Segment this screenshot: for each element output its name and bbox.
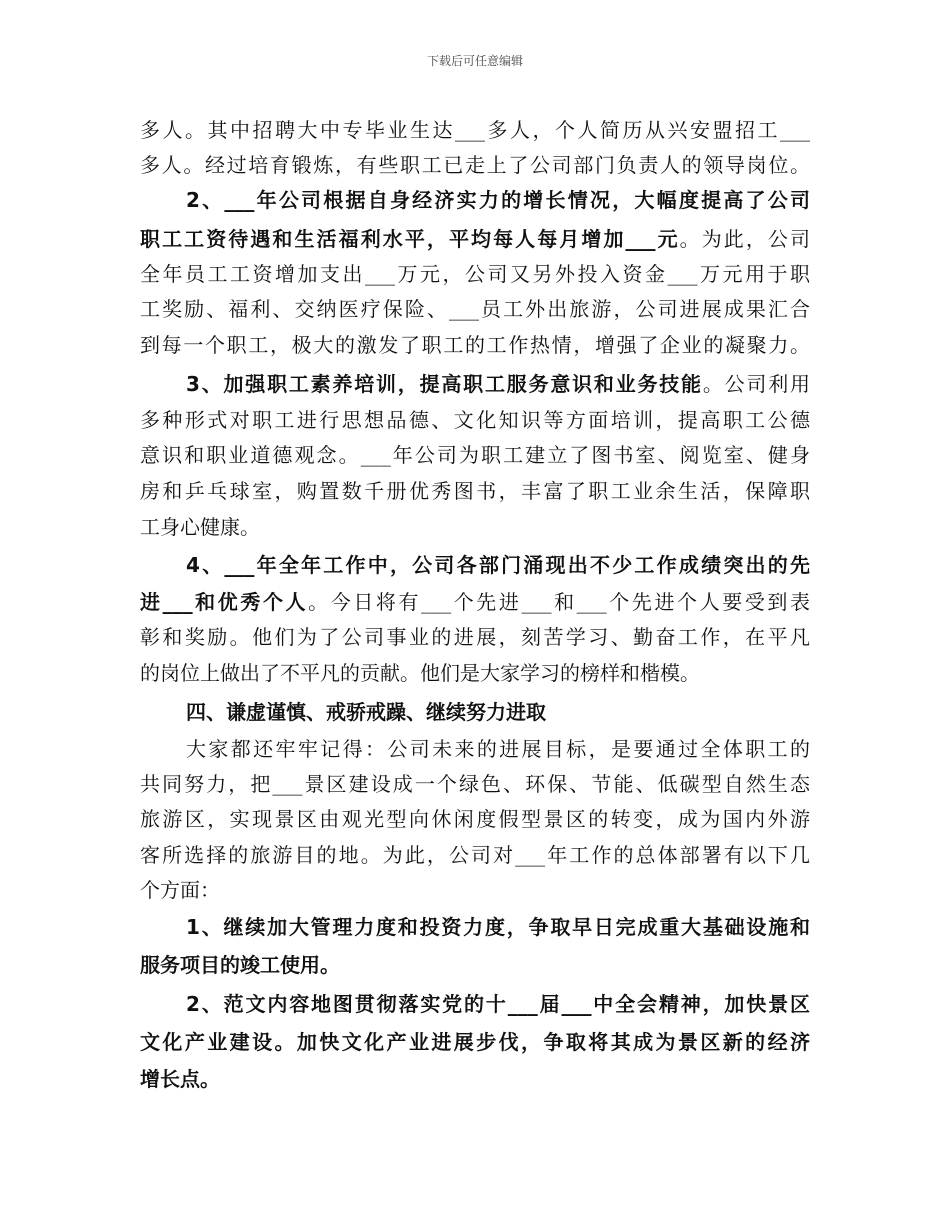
body-text: 。公司利用: [702, 372, 810, 396]
text-line: [140, 438, 810, 472]
text-line: [140, 767, 810, 801]
bold-text: 职工工资待遇和生活福利水平，平均每人每月增加___元: [140, 227, 680, 251]
text-line: [186, 548, 810, 582]
body-text: 多人。经过培育锻炼，有些职工已走上了公司部门负责人的领导岗位。: [140, 153, 810, 177]
text-line: [140, 873, 810, 907]
bold-text: 服务项目的竣工使用。: [140, 953, 340, 977]
body-text: 房和乒乓球室，购置数千册优秀图书，丰富了职工业余生活，保障职: [140, 479, 810, 503]
bold-text: 增长点。: [140, 1067, 220, 1091]
text-line: [186, 367, 810, 401]
page-header: 下载后可任意编辑: [426, 54, 523, 68]
body-text: 的岗位上做出了不平凡的贡献。他们是大家学习的榜样和楷模。: [140, 661, 700, 685]
text-line: [140, 222, 810, 256]
body-text: 多人。其中招聘大中专毕业生达___多人，个人简历从兴安盟招工___: [140, 118, 810, 142]
body-text: 工奖励、福利、交纳医疗保险、___员工外出旅游，公司进展成果汇合: [140, 297, 810, 321]
text-line: [140, 328, 810, 362]
body-text: 共同努力，把___景区建设成一个绿色、环保、节能、低碳型自然生态: [140, 772, 810, 796]
bold-text: 1、继续加大管理力度和投资力度，争取早日完成重大基础设施和: [186, 915, 810, 939]
body-text: 旅游区，实现景区由观光型向休闲度假型景区的转变，成为国内外游: [140, 807, 810, 831]
body-text: 个方面：: [140, 878, 220, 902]
text-line: [140, 510, 810, 544]
text-line: [140, 948, 810, 982]
text-line: [140, 838, 810, 872]
body-text: 到每一个职工，极大的激发了职工的工作热情，增强了企业的凝聚力。: [140, 333, 810, 357]
body-text: 大家都还牢牢记得：公司未来的进展目标，是要通过全体职工的: [186, 737, 810, 761]
text-line: [140, 1025, 810, 1059]
text-line: [140, 257, 810, 291]
body-text: 。为此，公司: [679, 227, 810, 251]
text-line: [140, 292, 810, 326]
text-line: [140, 148, 810, 182]
body-text: 工身心健康。: [140, 515, 260, 539]
body-text: 多种形式对职工进行思想品德、文化知识等方面培训，提高职工公德: [140, 408, 810, 432]
text-line: [140, 656, 810, 690]
body-text: 意识和职业道德观念。___年公司为职工建立了图书室、阅览室、健身: [140, 443, 810, 467]
body-text: 。今日将有___个先进___和___个先进个人要受到表: [308, 590, 810, 614]
text-line: [140, 403, 810, 437]
body-text: 全年员工工资增加支出___万元，公司又另外投入资金___万元用于职: [140, 262, 810, 286]
bold-text: 进___和优秀个人: [140, 590, 309, 614]
bold-text: 2、___年公司根据自身经济实力的增长情况，大幅度提高了公司: [186, 188, 810, 212]
text-line: [140, 474, 810, 508]
bold-text: 4、___年全年工作中，公司各部门涌现出不少工作成绩突出的先: [186, 553, 810, 577]
bold-text: 四、谦虚谨慎、戒骄戒躁、继续努力进取: [186, 700, 546, 724]
bold-text: 文化产业建设。加快文化产业进展步伐，争取将其成为景区新的经济: [140, 1030, 810, 1054]
text-line: [140, 1062, 810, 1096]
body-text: 客所选择的旅游目的地。为此，公司对___年工作的总体部署有以下几: [140, 843, 810, 867]
bold-text: 2、范文内容地图贯彻落实党的十___届___中全会精神，加快景区: [186, 992, 810, 1016]
bold-text: 3、加强职工素养培训，提高职工服务意识和业务技能: [186, 372, 703, 396]
text-line: [186, 987, 810, 1021]
text-line: [140, 802, 810, 836]
text-line: [140, 585, 810, 619]
text-line: [186, 695, 810, 729]
body-text: 彰和奖励。他们为了公司事业的进展，刻苦学习、勤奋工作，在平凡: [140, 625, 810, 649]
text-line: [140, 620, 810, 654]
text-line: [186, 183, 810, 217]
text-line: [140, 113, 810, 147]
text-line: [186, 732, 810, 766]
text-line: [186, 910, 810, 944]
